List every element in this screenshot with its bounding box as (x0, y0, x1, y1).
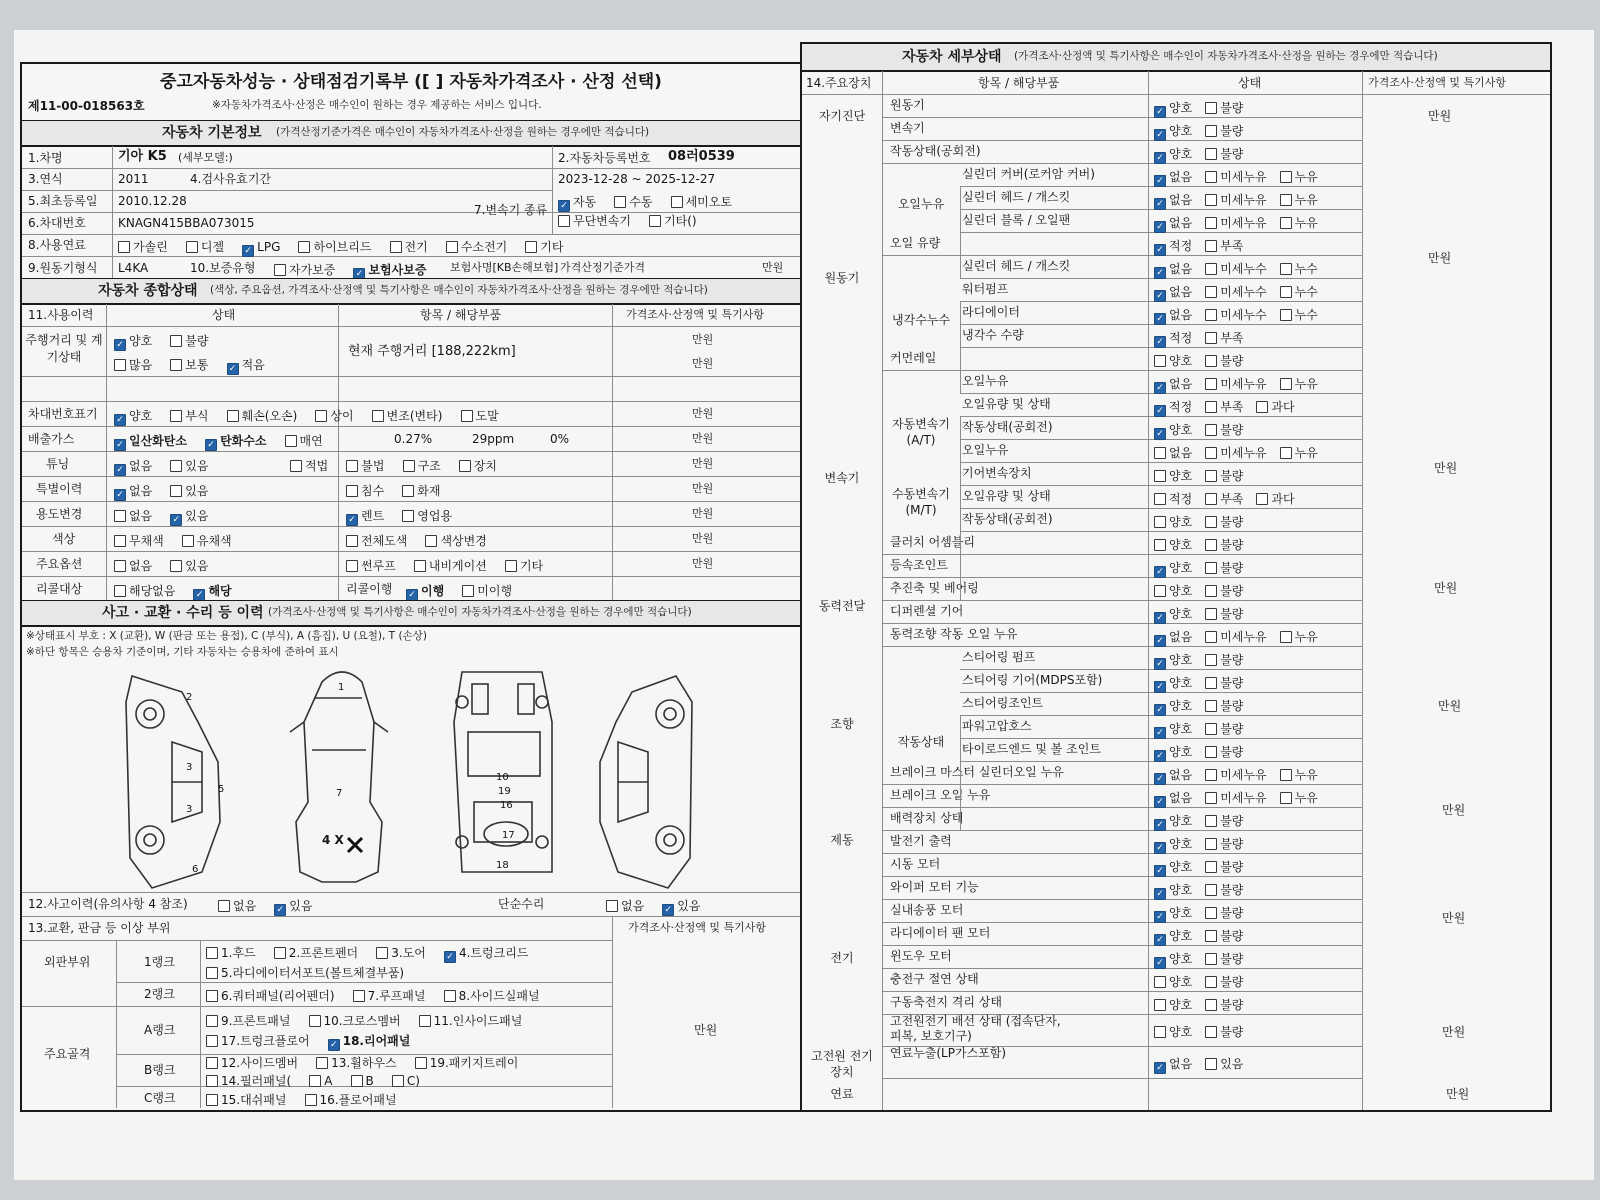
vin-value: KNAGN415BBA073015 (118, 216, 255, 230)
left-panel (20, 62, 802, 1112)
mileage-value: 현재 주행거리 [188,222km] (348, 344, 516, 359)
detail-state: 양호 불량 (1154, 971, 1256, 991)
color-unit: 만원 (692, 532, 714, 545)
warranty-label: 10.보증유형 (190, 261, 256, 275)
x-mark-trunk (348, 838, 362, 852)
cat-high-voltage: 고전원 전기장치 (811, 1049, 873, 1079)
tuning-opts: ✓ 없음 있음 (114, 455, 221, 476)
vin-mark-opts: ✓ 양호 부식 훼손(오손) 상이 변조(변타) 도말 (114, 405, 512, 426)
recall-opts: 해당없음 ✓ 해당 (114, 580, 245, 601)
detail-state: ✓ 없음 미세누유 누유 (1154, 787, 1331, 808)
usage-opts: 없음 ✓ 있음 (114, 505, 221, 526)
price-engine: 만원 (1428, 251, 1452, 265)
detail-item: 동력조향 작동 오일 누유 (890, 627, 1018, 641)
tuning-label: 튜닝 (46, 457, 70, 471)
year-label: 3.연식 (28, 172, 63, 186)
cat-electric: 전기 (830, 951, 854, 965)
detail-state: ✓ 양호 불량 (1154, 143, 1256, 164)
rankA-label: A랭크 (144, 1023, 176, 1037)
transmission-label: 7.변속기 종류 (474, 203, 548, 217)
detail-state: ✓ 양호 불량 (1154, 695, 1256, 716)
detail-state: ✓ 없음 미세누수 누수 (1154, 258, 1331, 279)
detail-state: 양호 불량 (1154, 465, 1256, 485)
detail-item: 오일누유 (962, 374, 1009, 388)
trans-opts-2: 무단변속기 기타() (558, 210, 710, 230)
top-view-car (296, 672, 382, 882)
detail-state: 양호 불량 (1154, 994, 1256, 1014)
car-damage-diagram (22, 662, 800, 892)
col-price: 가격조사·산정액 및 특기사항 (626, 308, 765, 321)
detail-item: 작동상태(공회전) (890, 144, 981, 158)
detail-item: 실린더 헤드 / 개스킷 (962, 259, 1071, 273)
detail-item: 시동 모터 (890, 857, 941, 871)
cat-self-diag: 자기진단 (818, 109, 866, 123)
detail-state: 양호 불량 (1154, 1021, 1256, 1041)
mileage-unit-2: 만원 (692, 357, 714, 370)
simple-repair-label: 단순수리 (498, 897, 545, 911)
first-reg-value: 2010.12.28 (118, 194, 187, 208)
price-steer: 만원 (1438, 699, 1462, 713)
price-trans: 만원 (1434, 461, 1458, 475)
rankB-opts-a: 12.사이드멤버 13.휠하우스 19.패키지트레이 (206, 1052, 531, 1072)
left-rear-wheel (136, 826, 164, 854)
reg-no-value: 08러0539 (668, 149, 735, 164)
frame-label: 주요골격 (44, 1047, 91, 1061)
special-unit: 만원 (692, 482, 714, 495)
rankC-label: C랭크 (144, 1091, 176, 1105)
trans-opts-1: ✓ 자동 수동 세미오토 (558, 191, 745, 212)
cat-engine: 원동기 (824, 271, 860, 285)
col-main-device: 14.주요장치 (806, 76, 872, 90)
rank1-opts-b: 5.라디에이터서포트(볼트체결부품) (206, 962, 417, 982)
emission-hc: 29ppm (472, 432, 515, 446)
col-detail-item: 항목 / 해당부품 (978, 76, 1060, 90)
cat-steering: 조향 (830, 717, 854, 731)
parts-label: 13.교환, 판금 등 이상 부위 (28, 921, 171, 935)
col-use-history: 11.사용이력 (28, 308, 94, 322)
summary-note: (색상, 주요옵션, 가격조사·산정액 및 특기사항은 매수인이 자동차가격조사·산정을 원하는 경우에만 적습니다) (210, 284, 708, 296)
rankB-label: B랭크 (144, 1063, 176, 1077)
price-brake: 만원 (1442, 803, 1466, 817)
detail-item: 오일유량 및 상태 (962, 489, 1051, 503)
form-title: 중고자동차성능 · 상태점검기록부 ([ ] 자동차가격조사 · 산정 선택) (160, 72, 662, 92)
detail-item: 스티어링 기어(MDPS포함) (962, 673, 1103, 687)
recall-label: 리콜대상 (36, 582, 83, 596)
emission-smoke: 0% (550, 432, 570, 446)
detail-item: 작동상태(공회전) (962, 512, 1053, 526)
detail-state: 없음 미세누유 누유 (1154, 442, 1331, 462)
detail-item: 고전원전기 배선 상태 (접속단자, 피복, 보호기구) (890, 1014, 1061, 1043)
detail-state: 양호 불량 (1154, 511, 1256, 531)
col-detail-state: 상태 (1238, 76, 1262, 90)
color-opts: 무채색 유채색 (114, 530, 245, 550)
detail-item: 스티어링 펌프 (962, 650, 1036, 664)
x-mark-label: 4 X (322, 833, 344, 847)
left-front-wheel (136, 700, 164, 728)
inspect-period: 2023-12-28 ~ 2025-12-27 (558, 172, 716, 186)
emission-unit: 만원 (692, 432, 714, 445)
detail-item: 등속조인트 (890, 558, 948, 572)
detail-item: 브레이크 마스터 실린더오일 누유 (890, 765, 1064, 779)
fuel-opts: 가솔린 디젤 ✓ LPG 하이브리드 전기 수소전기 기타 (118, 236, 576, 257)
warranty-opts: 자가보증 ✓ 보험사보증 (274, 259, 439, 280)
detail-item: 오일유량 및 상태 (962, 397, 1051, 411)
option-label: 주요옵션 (36, 557, 83, 571)
option-unit: 만원 (692, 557, 714, 570)
recall-items: ✓ 이행 미이행 (406, 580, 525, 601)
price-fuel: 만원 (1446, 1087, 1470, 1101)
detail-item: 오일 유량 (890, 236, 941, 250)
detail-item: 실내송풍 모터 (890, 903, 964, 917)
detail-state: ✓ 양호 불량 (1154, 603, 1256, 624)
detail-state: ✓ 양호 불량 (1154, 902, 1256, 923)
detail-state: ✓ 없음 미세누수 누수 (1154, 281, 1331, 302)
mark-7: 7 (336, 788, 343, 799)
color-label: 색상 (52, 532, 76, 546)
detail-state: ✓ 양호 불량 (1154, 856, 1256, 877)
warranty-company: 보험사명[KB손해보험] (450, 261, 559, 274)
rank2-label: 2랭크 (144, 987, 175, 1001)
detail-state: ✓ 없음 미세누수 누수 (1154, 304, 1331, 325)
rank2-opts: 6.쿼터패널(리어펜더) 7.루프패널 8.사이드실패널 (206, 985, 553, 1005)
detail-item: 발전기 출력 (890, 834, 952, 848)
detail-state: ✓ 없음 미세누유 누유 (1154, 189, 1331, 210)
detail-state: ✓ 양호 불량 (1154, 419, 1256, 440)
detail-item: 디퍼렌셜 기어 (890, 604, 964, 618)
detail-item: 클러치 어셈블리 (890, 535, 975, 549)
detail-item: 워터펌프 (962, 282, 1009, 296)
option-items: 썬루프 내비게이션 기타 (346, 555, 556, 575)
vin-mark-label: 차대번호표기 (28, 407, 98, 421)
mileage-unit: 만원 (692, 333, 714, 346)
col-detail-price: 가격조사·산정액 및 특기사항 (1368, 76, 1507, 89)
detail-item: 커먼레일 (890, 351, 937, 365)
detail-state: ✓ 적정 부족 (1154, 327, 1256, 348)
mark-3a: 3 (186, 762, 193, 773)
detail-state: ✓ 양호 불량 (1154, 97, 1256, 118)
mark-19: 19 (498, 786, 511, 797)
rank1-label: 1랭크 (144, 955, 175, 969)
mark-17: 17 (502, 830, 515, 841)
detail-state: ✓ 양호 불량 (1154, 925, 1256, 946)
mileage-opts-2: 많음 보통 ✓ 적음 (114, 354, 278, 375)
summary-header: 자동차 종합상태 (98, 283, 198, 299)
emission-label: 배출가스 (28, 432, 75, 446)
detail-state: ✓ 양호 불량 (1154, 718, 1256, 739)
detail-state: ✓ 양호 불량 (1154, 833, 1256, 854)
col-state: 상태 (212, 308, 236, 322)
reg-no-label: 2.자동차등록번호 (558, 151, 651, 165)
right-rear-wheel (656, 826, 684, 854)
basic-info-header: 자동차 기본정보 (162, 125, 262, 141)
sub-oil-leak: 오일누유 (897, 197, 945, 211)
exterior-label: 외판부위 (44, 955, 91, 969)
mark-18: 18 (496, 860, 509, 871)
sub-steer-op: 작동상태 (897, 735, 945, 749)
detail-item: 오일누유 (962, 443, 1009, 457)
simple-repair-opts: 없음 ✓ 있음 (606, 895, 713, 916)
legend-scope: ※하단 항목은 승용차 기준이며, 기타 자동차는 승용차에 준하여 표시 (26, 646, 339, 658)
mark-3b: 3 (186, 804, 193, 815)
detail-item: 타이로드엔드 및 볼 조인트 (962, 742, 1101, 756)
mileage-label: 주행거리 및 계기상태 (25, 333, 103, 364)
basic-info-note: (가격산정기준가격은 매수인이 자동차가격조사·산정을 원하는 경우에만 적습니다) (276, 126, 650, 138)
detail-state: ✓ 양호 불량 (1154, 810, 1256, 831)
detail-item: 라디에이터 (962, 305, 1020, 319)
detail-state: ✓ 없음 미세누유 누유 (1154, 626, 1331, 647)
fuel-label: 8.사용연료 (28, 238, 86, 252)
sub-coolant: 냉각수누수 (892, 313, 950, 327)
detail-item: 라디에이터 팬 모터 (890, 926, 991, 940)
color-items: 전체도색 색상변경 (346, 530, 500, 550)
detail-item: 브레이크 오일 누유 (890, 788, 991, 802)
inspect-label: 4.검사유효기간 (190, 172, 272, 186)
mark-2: 2 (186, 692, 193, 703)
mark-1: 1 (338, 682, 345, 693)
emission-co: 0.27% (394, 432, 433, 446)
special-items: 침수 화재 (346, 480, 453, 500)
detail-item: 추진축 및 베어링 (890, 581, 979, 595)
detail-state: ✓ 양호 불량 (1154, 741, 1256, 762)
rankA-opts-a: 9.프론트패널 10.크로스멤버 11.인사이드패널 (206, 1010, 535, 1030)
mark-10: 10 (496, 772, 509, 783)
detail-state: ✓ 양호 불량 (1154, 948, 1256, 969)
mark-5: 5 (218, 784, 225, 795)
detail-state: ✓ 양호 불량 (1154, 649, 1256, 670)
detail-state: ✓ 양호 불량 (1154, 120, 1256, 141)
right-front-wheel (656, 700, 684, 728)
engine-label: 9.원동기형식 (28, 261, 98, 275)
detail-item: 냉각수 수량 (962, 328, 1024, 342)
cat-transmission: 변속기 (824, 471, 860, 485)
price-std-label: 가격산정기준가격 (560, 261, 646, 274)
car-name-value: 기아 K5 (118, 149, 167, 164)
detail-note: (가격조사·산정액 및 특기사항은 매수인이 자동차가격조사·산정을 원하는 경우에만 적습니다) (1014, 50, 1438, 62)
detail-item: 원동기 (890, 98, 925, 112)
accident-history-label: 12.사고이력(유의사항 4 참조) (28, 897, 188, 911)
cat-power-train: 동력전달 (818, 599, 866, 613)
rankB-opts-b: 14.필러패널( A B C) (206, 1070, 433, 1090)
rankA-opts-b: 17.트렁크플로어 ✓ 18.리어패널 (206, 1030, 423, 1051)
detail-item: 연료누출(LP가스포함) (890, 1046, 1007, 1060)
detail-item: 실린더 커버(로커암 커버) (962, 167, 1095, 181)
mark-16: 16 (500, 800, 513, 811)
rankC-opts: 15.대쉬패널 16.플로어패널 (206, 1089, 410, 1109)
accident-history-opts: 없음 ✓ 있음 (218, 895, 325, 916)
first-reg-label: 5.최초등록일 (28, 194, 98, 208)
parts-price-label: 가격조사·산정액 및 특기사항 (628, 921, 767, 934)
detail-header: 자동차 세부상태 (902, 49, 1002, 65)
detail-item: 변속기 (890, 121, 925, 135)
tuning-items: 적법 불법 구조 장치 (290, 455, 510, 475)
detail-state: ✓ 없음 미세누유 누유 (1154, 373, 1331, 394)
col-item: 항목 / 해당부품 (420, 308, 502, 322)
doc-number: 제11-00-018563호 (28, 99, 145, 113)
right-panel (800, 42, 1552, 1112)
vin-label: 6.차대번호 (28, 216, 86, 230)
cat-brake: 제동 (830, 833, 854, 847)
detail-state: ✓ 적정 부족 과다 (1154, 396, 1308, 417)
emission-opts: ✓ 일산화탄소 ✓ 탄화수소 매연 (114, 430, 336, 451)
special-opts: ✓ 없음 있음 (114, 480, 221, 501)
inspection-sheet (14, 30, 1594, 1180)
detail-item: 기어변속장치 (962, 466, 1032, 480)
detail-state: 적정 부족 과다 (1154, 488, 1308, 508)
detail-state: ✓ 없음 미세누유 누유 (1154, 212, 1331, 233)
detail-item: 실린더 블록 / 오일팬 (962, 213, 1071, 227)
cat-fuel: 연료 (830, 1087, 854, 1101)
detail-item: 구동축전지 격리 상태 (890, 995, 1002, 1009)
detail-item: 작동상태(공회전) (962, 420, 1053, 434)
legend-codes: ※상태표시 부호 : X (교환), W (판금 또는 용접), C (부식), A (흠집), U (요철), T (손상) (26, 630, 427, 642)
special-label: 특별이력 (36, 482, 83, 496)
sub-at: 자동변속기 (A/T) (892, 417, 950, 447)
price-self: 만원 (1428, 109, 1452, 123)
year-value: 2011 (118, 172, 149, 186)
detail-state: 양호 불량 (1154, 350, 1256, 370)
usage-label: 용도변경 (36, 507, 83, 521)
accident-note: (가격조사·산정액 및 특기사항은 매수인이 자동차가격조사·산정을 원하는 경우에만 적습니다) (268, 606, 692, 618)
mark-6: 6 (192, 864, 199, 875)
option-opts: 없음 있음 (114, 555, 221, 575)
detail-state: ✓ 양호 불량 (1154, 557, 1256, 578)
detail-state: ✓ 없음 미세누유 누유 (1154, 764, 1331, 785)
frame-price-unit: 만원 (694, 1023, 718, 1037)
rank1-opts-a: 1.후드 2.프론트펜더 3.도어 ✓ 4.트렁크리드 (206, 942, 541, 963)
service-note: ※자동차가격조사·산정은 매수인이 원하는 경우 제공하는 서비스 입니다. (212, 99, 542, 111)
mileage-opts-1: ✓ 양호 불량 (114, 330, 221, 351)
detail-item: 윈도우 모터 (890, 949, 952, 963)
vin-mark-unit: 만원 (692, 407, 714, 420)
car-name-label: 1.차명 (28, 151, 63, 165)
accident-header: 사고 · 교환 · 수리 등 이력 (102, 605, 264, 621)
price-hv: 만원 (1442, 1025, 1466, 1039)
detail-state: ✓ 없음 미세누유 누유 (1154, 166, 1331, 187)
car-sub-model: (세부모델:) (178, 151, 233, 164)
tuning-unit: 만원 (692, 457, 714, 470)
usage-items: ✓ 렌트 영업용 (346, 505, 465, 526)
price-power: 만원 (1434, 581, 1458, 595)
detail-item: 배력장치 상태 (890, 811, 964, 825)
detail-item: 충전구 절연 상태 (890, 972, 979, 986)
usage-unit: 만원 (692, 507, 714, 520)
detail-item: 실린더 헤드 / 개스킷 (962, 190, 1071, 204)
detail-item: 스티어링조인트 (962, 696, 1044, 710)
detail-state: ✓ 양호 불량 (1154, 879, 1256, 900)
detail-state: ✓ 양호 불량 (1154, 672, 1256, 693)
engine-value: L4KA (118, 261, 149, 275)
recall-item-label: 리콜이행 (346, 582, 393, 596)
price-std-unit: 만원 (762, 261, 784, 274)
price-elec: 만원 (1442, 911, 1466, 925)
detail-item: 와이퍼 모터 기능 (890, 880, 979, 894)
detail-state: ✓ 적정 부족 (1154, 235, 1256, 256)
detail-item: 파워고압호스 (962, 719, 1032, 733)
detail-state: 양호 불량 (1154, 534, 1256, 554)
detail-state: ✓ 없음 있음 (1154, 1053, 1256, 1074)
detail-state: 양호 불량 (1154, 580, 1256, 600)
sub-mt: 수동변속기 (M/T) (892, 487, 950, 517)
